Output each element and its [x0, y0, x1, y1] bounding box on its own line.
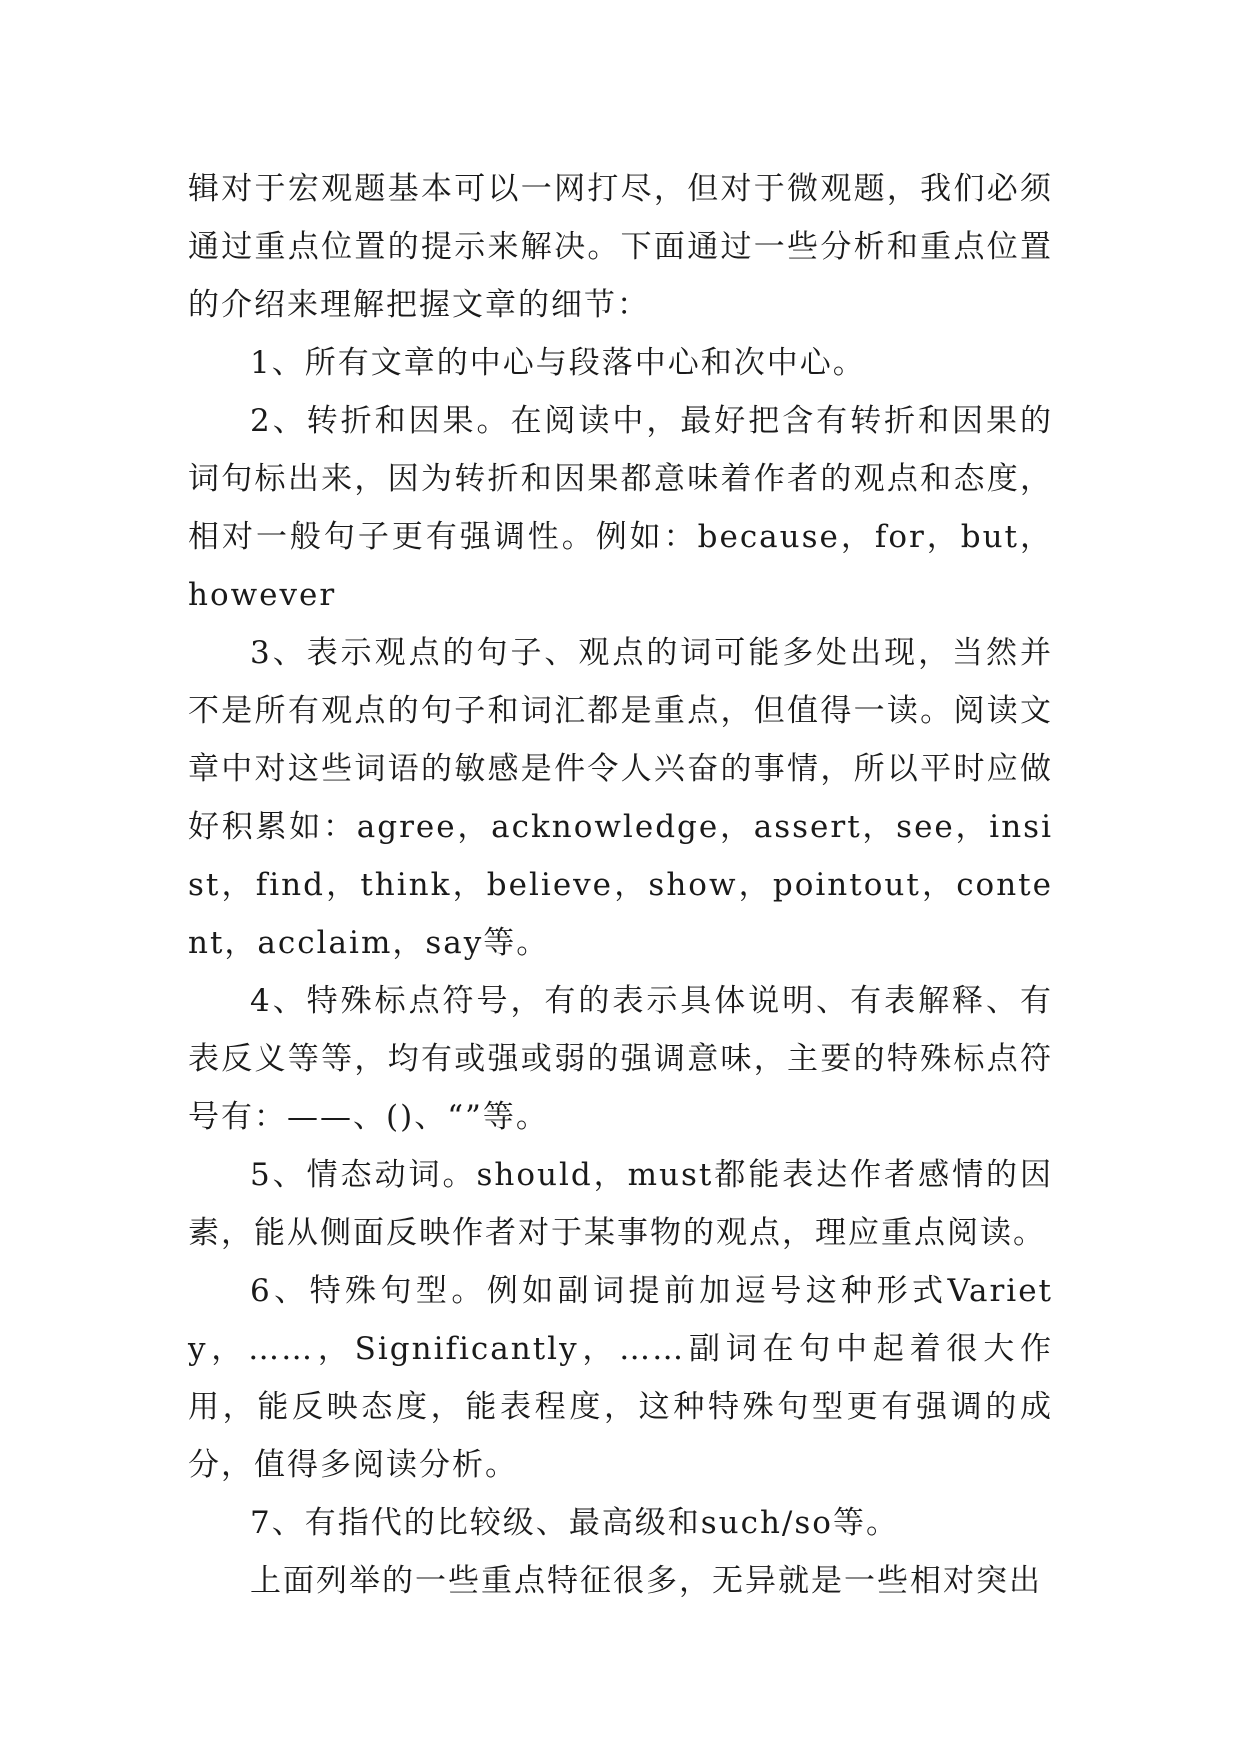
paragraph-item-1: 1、所有文章的中心与段落中心和次中心。: [250, 345, 866, 381]
document-body: [188, 160, 1053, 1610]
paragraph-item-2: 2、转折和因果。在阅读中，最好把含有转折和因果的词句标出来，因为转折和因果都意味着作者的观点和态度，相对一般句子更有强调性。例如：because，for，but，however: [188, 403, 1053, 613]
paragraph-item-6: 6、特殊句型。例如副词提前加逗号这种形式Variety，……，Significantly，……副词在句中起着很大作用，能反映态度，能表程度，这种特殊句型更有强调的成分，值得多阅读分析。: [188, 1273, 1053, 1483]
paragraph-item-3: 3、表示观点的句子、观点的词可能多处出现，当然并不是所有观点的句子和词汇都是重点，但值得一读。阅读文章中对这些词语的敏感是件令人兴奋的事情，所以平时应做好积累如：agree，acknowledge，assert，see，insist，find，think，believe，show，pointout，content，acclaim，say等。: [188, 635, 1053, 961]
paragraph-item-4: 4、特殊标点符号，有的表示具体说明、有表解释、有表反义等等，均有或强或弱的强调意味，主要的特殊标点符号有：——、()、“”等。: [188, 983, 1053, 1135]
paragraph-item-5: 5、情态动词。should，must都能表达作者感情的因素，能从侧面反映作者对于某事物的观点，理应重点阅读。: [188, 1157, 1053, 1251]
paragraph-intro: 辑对于宏观题基本可以一网打尽，但对于微观题，我们必须通过重点位置的提示来解决。下面通过一些分析和重点位置的介绍来理解把握文章的细节：: [188, 171, 1053, 323]
paragraph-item-7: 7、有指代的比较级、最高级和such/so等。: [250, 1505, 899, 1541]
paragraph-closing: 上面列举的一些重点特征很多，无异就是一些相对突出: [250, 1563, 1042, 1599]
